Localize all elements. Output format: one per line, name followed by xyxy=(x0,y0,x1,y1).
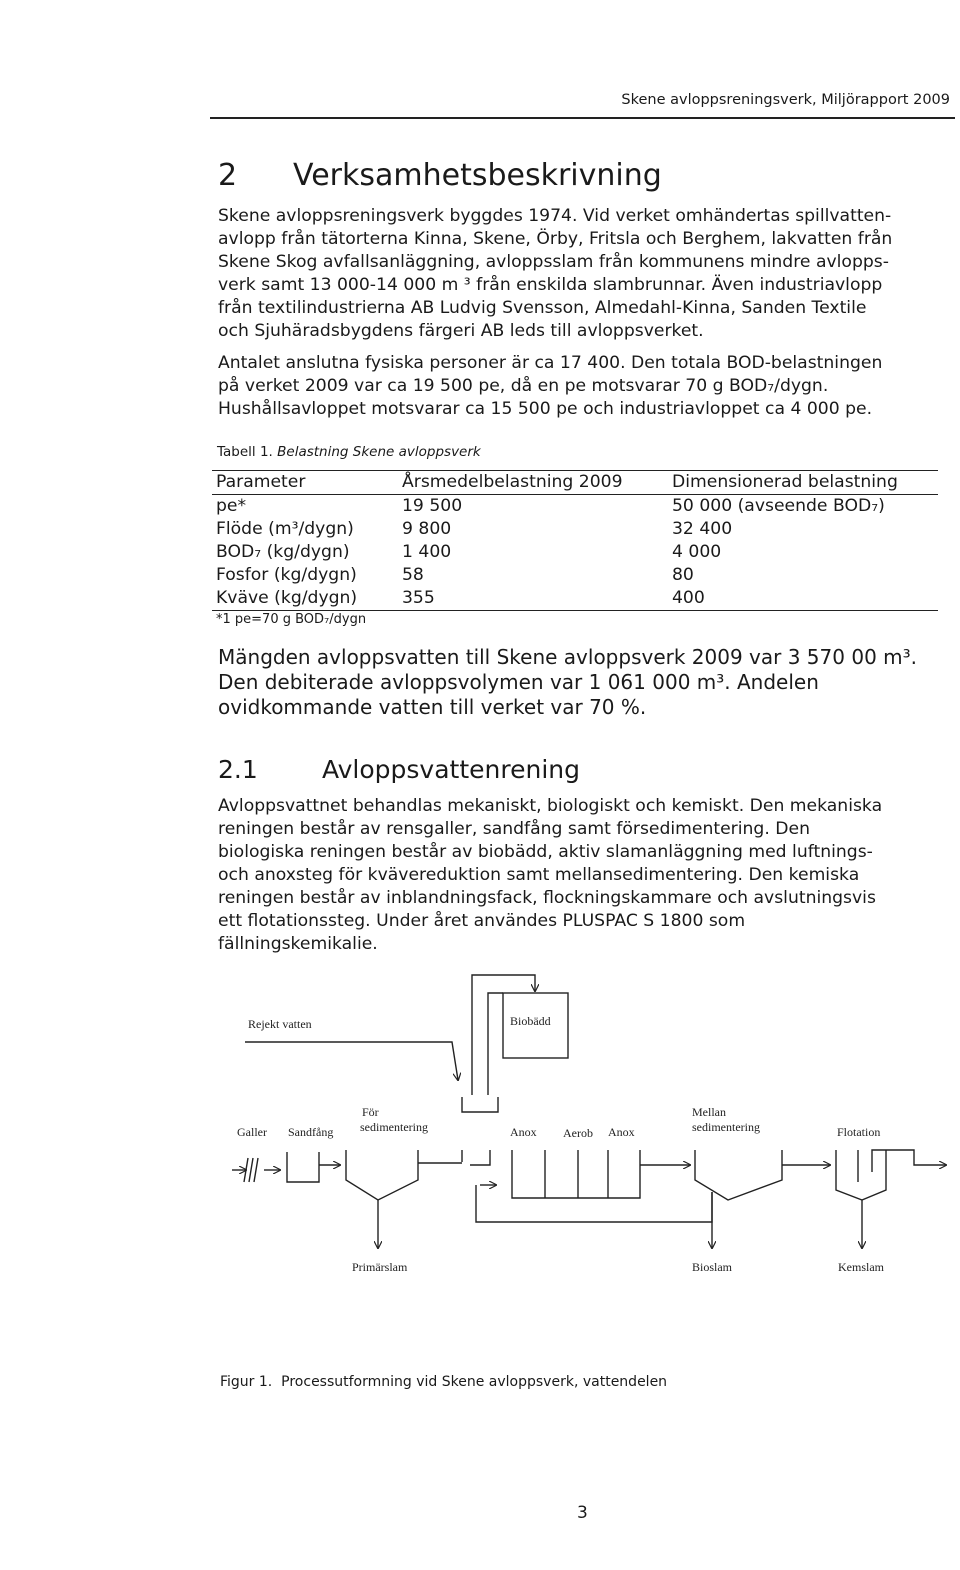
text-line: ovidkommande vatten till verket var 70 %. xyxy=(218,695,647,719)
label-primarslam: Primärslam xyxy=(352,1260,408,1274)
biobadd-return-line xyxy=(488,993,503,1095)
table-cell: 400 xyxy=(668,587,938,611)
running-header: Skene avloppsreningsverk, Miljörapport 2009 xyxy=(621,92,950,108)
label-mellansed-1: Mellan xyxy=(692,1105,726,1119)
table-cell: 9 800 xyxy=(402,519,452,539)
figure-label: Figur 1. xyxy=(220,1374,273,1390)
sandfang-tank xyxy=(287,1152,319,1182)
label-biobadd: Biobädd xyxy=(510,1014,551,1028)
text-line: ett flotationssteg. Under året användes PLUSPAC S 1800 som xyxy=(218,911,746,931)
label-bioslam: Bioslam xyxy=(692,1260,733,1274)
text-line: Avloppsvattnet behandlas mekaniskt, biologiskt och kemiskt. Den mekaniska xyxy=(218,796,883,816)
table-cell: 50 000 (avseende BOD₇) xyxy=(672,496,885,516)
label-kemslam: Kemslam xyxy=(838,1260,884,1274)
text-line: reningen består av inblandningsfack, flockningskammare och avslutningsvis xyxy=(218,888,876,908)
table-cell: 80 xyxy=(672,565,694,585)
table-cell: 355 xyxy=(398,587,668,611)
feed-trough xyxy=(462,1097,498,1112)
text-line: Antalet anslutna fysiska personer är ca 17 400. Den totala BOD-belastningen xyxy=(218,353,883,373)
table-cell: BOD₇ (kg/dygn) xyxy=(216,542,350,562)
flotation-tank xyxy=(836,1150,886,1200)
basin-inlet xyxy=(470,1150,490,1165)
text-line: avlopp från tätorterna Kinna, Skene, Örby, Fritsla och Berghem, lakvatten från xyxy=(218,229,893,249)
label-galler: Galler xyxy=(237,1125,267,1139)
label-forsed-1: För xyxy=(362,1105,379,1119)
text-line: Skene avloppsreningsverk byggdes 1974. Vid verket omhändertas spillvatten- xyxy=(218,206,892,226)
table-cell: 58 xyxy=(402,565,424,585)
galler-bars xyxy=(244,1158,258,1182)
text-line: Skene Skog avfallsanläggning, avloppsslam från kommunens mindre avlopps- xyxy=(218,252,889,272)
column-header: Parameter xyxy=(212,471,398,495)
text-line: och Sjuhäradsbygdens färgeri AB leds till avloppsverket. xyxy=(218,321,704,341)
table-cell: Fosfor (kg/dygn) xyxy=(216,565,357,585)
label-aerob: Aerob xyxy=(563,1126,593,1140)
label-forsed-2: sedimentering xyxy=(360,1120,428,1134)
text-line: reningen består av rensgaller, sandfång samt försedimentering. Den xyxy=(218,819,810,839)
label-rejekt-vatten: Rejekt vatten xyxy=(248,1017,312,1031)
table-cell: pe* xyxy=(216,496,247,516)
text-line: Den debiterade avloppsvolymen var 1 061 000 m³. Andelen xyxy=(218,670,819,694)
column-header: Dimensionerad belastning xyxy=(668,471,938,495)
table-cell: 19 500 xyxy=(402,496,463,516)
text-line: verk samt 13 000-14 000 m ³ från enskilda slambrunnar. Även industriavlopp xyxy=(218,275,883,295)
figure-caption-text: Processutformning vid Skene avloppsverk, vattendelen xyxy=(281,1374,668,1390)
table-cell: 1 400 xyxy=(402,542,452,562)
table-cell: Flöde (m³/dygn) xyxy=(216,519,354,539)
table-cell: Kväve (kg/dygn) xyxy=(212,587,398,611)
label-flotation: Flotation xyxy=(837,1125,881,1139)
table-cell: 4 000 xyxy=(672,542,722,562)
flotation-outlet-arrow xyxy=(872,1150,946,1172)
basin-walls xyxy=(545,1150,608,1198)
subsection-number: 2.1 xyxy=(218,755,258,784)
column-header: Årsmedelbelastning 2009 xyxy=(398,471,668,495)
label-sandfang: Sandfång xyxy=(288,1125,334,1139)
figure-caption xyxy=(220,1374,667,1390)
label-anox-1: Anox xyxy=(510,1125,537,1139)
label-anox-2: Anox xyxy=(608,1125,635,1139)
section-title: Verksamhetsbeskrivning xyxy=(293,158,662,193)
subsection-title: Avloppsvattenrening xyxy=(322,755,580,784)
rejekt-line xyxy=(245,1042,458,1080)
table-cell: 32 400 xyxy=(672,519,733,539)
table-caption-title: Belastning Skene avloppsverk xyxy=(277,444,481,460)
table-caption-label: Tabell 1. xyxy=(217,444,273,460)
activated-sludge-basin xyxy=(512,1150,640,1198)
forsedimentering-tank xyxy=(346,1150,462,1200)
mellansedimentering-tank xyxy=(695,1150,782,1200)
text-line: Hushållsavloppet motsvarar ca 15 500 pe och industriavloppet ca 4 000 pe. xyxy=(218,399,873,419)
page-number: 3 xyxy=(577,1503,588,1523)
section-number: 2 xyxy=(218,158,238,193)
text-line: och anoxsteg för kvävereduktion samt mellansedimentering. Den kemiska xyxy=(218,865,860,885)
text-line: från textilindustrierna AB Ludvig Svensson, Almedahl-Kinna, Sanden Textile xyxy=(218,298,867,318)
text-line: fällningskemikalie. xyxy=(218,934,378,954)
text-line: på verket 2009 var ca 19 500 pe, då en pe motsvarar 70 g BOD₇/dygn. xyxy=(218,376,829,396)
text-line: Mängden avloppsvatten till Skene avloppsverk 2009 var 3 570 00 m³. xyxy=(218,645,918,669)
table-footnote: *1 pe=70 g BOD₇/dygn xyxy=(216,612,367,627)
label-mellansed-2: sedimentering xyxy=(692,1120,760,1134)
text-line: biologiska reningen består av biobädd, aktiv slamanläggning med luftnings- xyxy=(218,842,873,862)
